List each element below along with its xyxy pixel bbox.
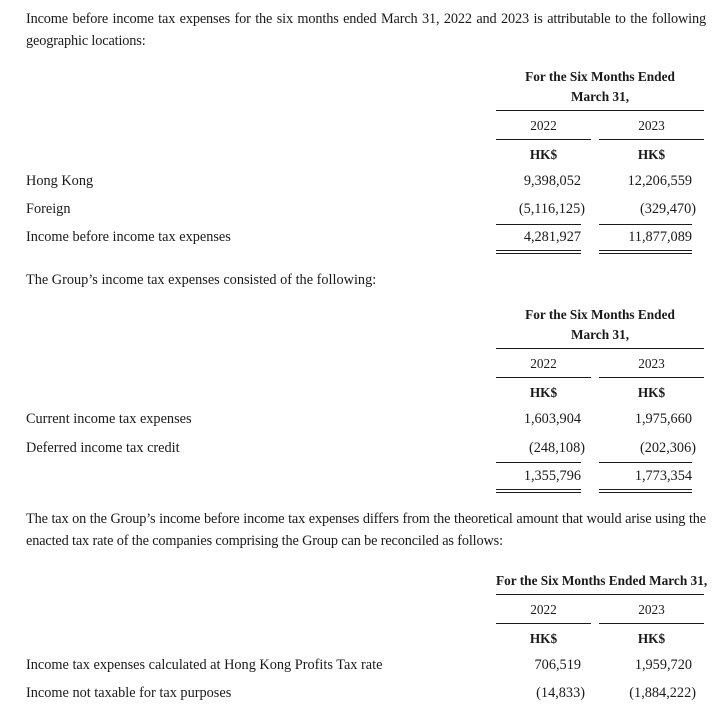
value-deferred-income-tax-2022: (248,108) <box>529 440 585 456</box>
value-hk-profits-tax-2022: 706,519 <box>534 657 581 673</box>
column-header-2023: 2023 <box>638 118 665 133</box>
period-header-line1: For the Six Months Ended <box>525 69 675 84</box>
total-double-rule-2023 <box>599 250 692 254</box>
value-income-not-taxable-2022: (14,833) <box>536 685 585 701</box>
period-header-line1: For the Six Months Ended <box>525 307 675 322</box>
section3-paragraph: The tax on the Group’s income before income tax expenses differs from the theoretical amount that would arise using the enacted tax rate of the companies comprising the Group can be reconciled as follows: <box>26 511 706 549</box>
row-label-income-before-tax: Income before income tax expenses <box>26 229 231 245</box>
column-rule-2023 <box>599 623 704 624</box>
value-hk-profits-tax-2023: 1,959,720 <box>634 657 692 673</box>
column-header-2022: 2022 <box>530 356 557 371</box>
column-header-2023: 2023 <box>638 602 665 617</box>
total-double-rule-2022 <box>496 250 581 254</box>
column-rule-2023 <box>599 139 704 140</box>
column-header-2022: 2022 <box>530 602 557 617</box>
currency-2022: HK$ <box>529 631 558 646</box>
total-double-rule-2022 <box>496 489 581 493</box>
period-header-line2: March 31, <box>570 89 630 104</box>
section2-paragraph: The Group’s income tax expenses consisted of the following: <box>26 272 377 288</box>
column-rule-2023 <box>599 377 704 378</box>
row-label-hong-kong: Hong Kong <box>26 173 94 189</box>
subtotal-rule-2023 <box>599 462 692 463</box>
column-rule-2022 <box>496 139 591 140</box>
currency-2022: HK$ <box>529 385 558 400</box>
value-hong-kong-2022: 9,398,052 <box>523 173 581 189</box>
currency-2023: HK$ <box>637 385 666 400</box>
header-rule <box>496 594 704 595</box>
column-header-2023: 2023 <box>638 356 665 371</box>
row-label-hk-profits-tax: Income tax expenses calculated at Hong Kong Profits Tax rate <box>26 657 383 673</box>
column-rule-2022 <box>496 623 591 624</box>
currency-2022: HK$ <box>529 147 558 162</box>
value-deferred-income-tax-2023: (202,306) <box>640 440 696 456</box>
value-foreign-2023: (329,470) <box>640 201 696 217</box>
value-hong-kong-2023: 12,206,559 <box>627 173 692 189</box>
value-total-tax-2022: 1,355,796 <box>523 468 581 484</box>
value-foreign-2022: (5,116,125) <box>518 201 585 217</box>
column-header-2022: 2022 <box>530 118 557 133</box>
value-income-before-tax-2023: 11,877,089 <box>628 229 692 245</box>
total-double-rule-2023 <box>599 489 692 493</box>
column-rule-2022 <box>496 377 591 378</box>
value-income-not-taxable-2023: (1,884,222) <box>629 685 696 701</box>
subtotal-rule-2023 <box>599 224 692 225</box>
header-rule <box>496 348 704 349</box>
row-label-deferred-income-tax: Deferred income tax credit <box>26 440 180 456</box>
subtotal-rule-2022 <box>496 462 581 463</box>
subtotal-rule-2022 <box>496 224 581 225</box>
row-label-foreign: Foreign <box>26 201 71 217</box>
row-label-current-income-tax: Current income tax expenses <box>26 411 192 427</box>
period-header: For the Six Months Ended March 31, <box>496 573 708 588</box>
value-income-before-tax-2022: 4,281,927 <box>523 229 581 245</box>
value-current-income-tax-2023: 1,975,660 <box>634 411 692 427</box>
intro-paragraph: Income before income tax expenses for the six months ended March 31, 2022 and 2023 is attributable to the following geographic locations: <box>26 11 706 49</box>
value-total-tax-2023: 1,773,354 <box>634 468 692 484</box>
row-label-income-not-taxable: Income not taxable for tax purposes <box>26 685 232 701</box>
period-header-line2: March 31, <box>570 327 630 342</box>
currency-2023: HK$ <box>637 631 666 646</box>
currency-2023: HK$ <box>637 147 666 162</box>
header-rule <box>496 110 704 111</box>
value-current-income-tax-2022: 1,603,904 <box>523 411 581 427</box>
